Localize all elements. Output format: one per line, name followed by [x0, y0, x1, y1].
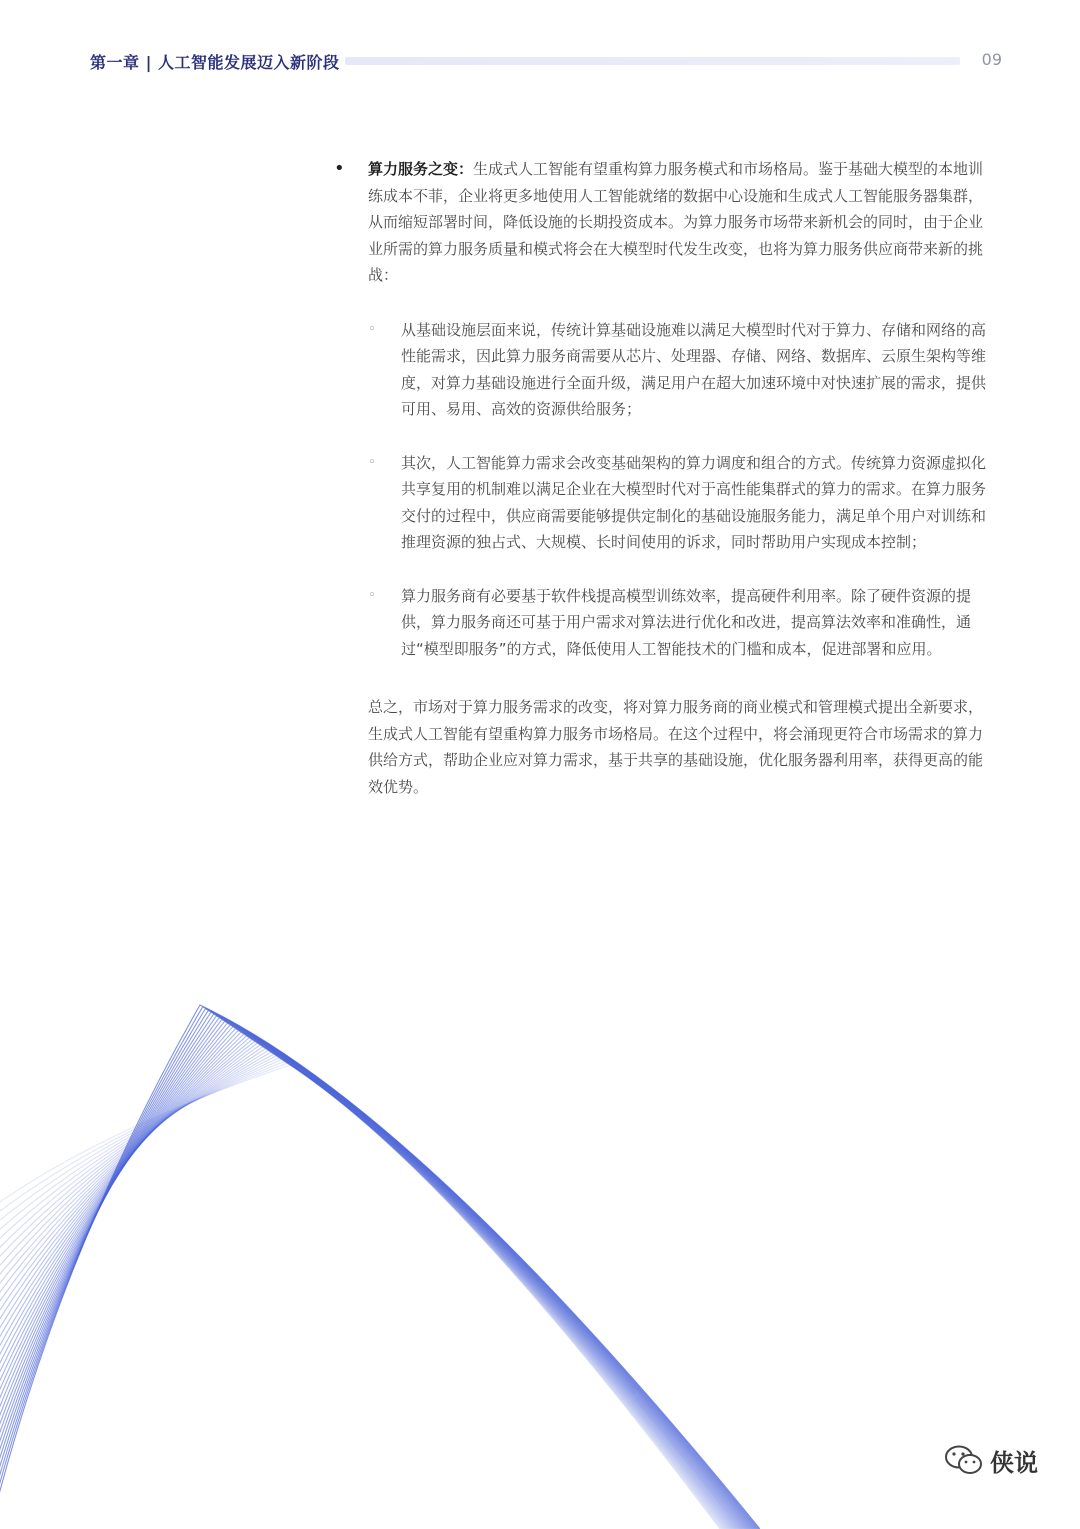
list-item	[368, 450, 988, 556]
wechat-icon	[944, 1443, 984, 1477]
sub-bullet-list	[368, 317, 988, 663]
deco-line	[0, 1063, 721, 1529]
chapter-title: 第一章 | 人工智能发展迈入新阶段	[90, 53, 340, 72]
deco-line	[0, 1025, 747, 1529]
deco-line	[0, 1027, 745, 1529]
list-item	[368, 583, 988, 663]
sub-item-text: 其次，人工智能算力需求会改变基础架构的算力调度和组合的方式。传统算力资源虚拟化共享复用的机制难以满足企业在大模型时代对于高性能集群式的算力的需求。在算力服务交付的过程中，供应商需要能够提供定制化的基础设施服务能力，满足单个用户对训练和推理资源的独占式、大规模、长时间使用的诉求，同时帮助用户实现成本控制；	[401, 453, 987, 551]
deco-line	[0, 1032, 742, 1529]
deco-line	[0, 1030, 743, 1529]
deco-line	[0, 1038, 738, 1529]
watermark-text: 侠说	[990, 1448, 1038, 1477]
circle-bullet-icon: ◦	[368, 454, 376, 470]
deco-line	[0, 1034, 741, 1529]
deco-line	[0, 1020, 750, 1529]
watermark	[944, 1440, 1054, 1480]
deco-line	[0, 1005, 760, 1529]
deco-line	[0, 1054, 727, 1529]
list-item	[368, 317, 988, 423]
deco-line	[0, 1061, 722, 1529]
deco-line	[0, 1009, 758, 1529]
bullet-text: 生成式人工智能有望重构算力服务模式和市场格局。鉴于基础大模型的本地训练成本不菲，企业将更多地使用人工智能就绪的数据中心设施和生成式人工智能服务器集群，从而缩短部署时间，降低设施的长期投资成本。为算力服务市场带来新机会的同时，由于企业业所需的算力服务质量和模式将会在大模型时代发生改变，也将为算力服务供应商带来新的挑战：	[368, 160, 984, 284]
deco-line	[0, 1029, 744, 1529]
circle-bullet-icon: ◦	[368, 321, 376, 337]
deco-line	[0, 1023, 748, 1529]
circle-bullet-icon: ◦	[368, 587, 376, 603]
deco-line	[0, 1016, 753, 1529]
deco-line	[0, 1041, 736, 1529]
deco-line	[0, 1036, 739, 1529]
page-number: 09	[981, 50, 1002, 69]
sub-item-text: 算力服务商有必要基于软件栈提高模型训练效率，提高硬件利用率。除了硬件资源的提供，算力服务商还可基于用户需求对算法进行优化和改进，提高算法效率和准确性，通过“模型即服务”的方式，降低使用人工智能技术的门槛和成本，促进部署和应用。	[401, 586, 972, 658]
deco-line	[0, 1052, 728, 1529]
deco-line	[0, 1058, 725, 1529]
deco-line	[0, 1040, 737, 1529]
main-bullet	[334, 156, 988, 289]
bullet-lead: 算力服务之变：	[368, 160, 474, 178]
summary-paragraph: 总之，市场对于算力服务需求的改变，将对算力服务商的商业模式和管理模式提出全新要求，生成式人工智能有望重构算力服务市场格局。在这个过程中，将会涌现更符合市场需求的算力供给方式，帮助企业应对算力需求，基于共享的基础设施，优化服务器利用率，获得更高的能效优势。	[368, 698, 984, 796]
deco-line	[0, 1012, 755, 1529]
deco-line	[0, 1007, 759, 1529]
deco-line	[0, 1010, 756, 1529]
page-header	[90, 48, 1002, 76]
bullet-dot-icon: •	[334, 158, 345, 179]
deco-line	[0, 1014, 754, 1529]
deco-line	[0, 1056, 726, 1529]
header-divider-bar	[345, 57, 960, 65]
sub-item-text: 从基础设施层面来说，传统计算基础设施难以满足大模型时代对于算力、存储和网络的高性能需求，因此算力服务商需要从芯片、处理器、存储、网络、数据库、云原生架构等维度，对算力基础设施进行全面升级，满足用户在超大加速环境中对快速扩展的需求，提供可用、易用、高效的资源供给服务；	[401, 320, 987, 418]
deco-line	[0, 1018, 752, 1529]
deco-line	[0, 1065, 720, 1529]
body-content	[334, 156, 988, 815]
decorative-wave-lines	[0, 990, 760, 1529]
deco-line	[0, 1021, 749, 1529]
deco-line	[0, 1060, 724, 1529]
